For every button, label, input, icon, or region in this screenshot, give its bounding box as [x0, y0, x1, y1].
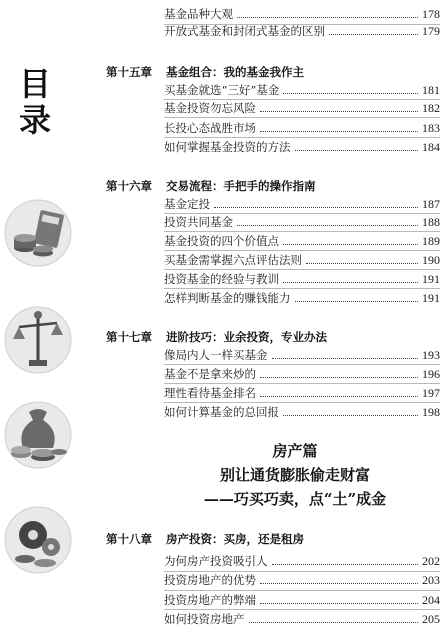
coins-calculator-icon [3, 198, 73, 268]
part-subtitle: 别让通货膨胀偷走财富 [219, 466, 370, 484]
toc-entry-page: 198 [422, 404, 440, 419]
toc-entry-title: 开放式基金和封闭式基金的区别 [164, 24, 325, 38]
toc-entry[interactable] [164, 364, 440, 384]
toc-entry[interactable] [164, 80, 440, 100]
chapter-heading[interactable] [106, 176, 316, 196]
dot-leader [260, 396, 418, 397]
toc-entry-page: 179 [422, 23, 440, 38]
toc-entry-page: 183 [422, 120, 440, 135]
chapter-number: 第十八章 [106, 532, 152, 546]
toc-entry-title: 基金定投 [164, 197, 210, 211]
toc-entry[interactable] [164, 269, 440, 289]
toc-entry-title: 像局内人一样买基金 [164, 348, 268, 362]
toc-entry-title: 投资基金的经验与教训 [164, 272, 279, 286]
toc-heading-char: 录 [18, 101, 51, 139]
toc-entry-title: 长投心态战胜市场 [164, 121, 256, 135]
toc-entry-page: 178 [422, 6, 440, 21]
dot-leader [260, 583, 418, 584]
chapter-title: 房产投资：买房，还是租房 [166, 532, 304, 546]
toc-entry-page: 182 [422, 100, 440, 115]
chapter-title: 交易流程：手把手的操作指南 [166, 179, 316, 193]
dot-leader [260, 377, 418, 378]
toc-entry-title: 投资房地产的弊端 [164, 593, 256, 607]
toc-entry-title: 基金投资勿忘风险 [164, 101, 256, 115]
toc-entry-page: 190 [422, 252, 440, 267]
toc-entry-page: 184 [422, 139, 440, 154]
chapter-title: 进阶技巧：业余投资，专业办法 [166, 330, 327, 344]
chapter-title: 基金组合：我的基金我作主 [166, 65, 304, 79]
toc-entry-page: 188 [422, 214, 440, 229]
dot-leader [249, 622, 419, 623]
dot-leader [283, 93, 418, 94]
toc-entry-title: 如何计算基金的总回报 [164, 405, 279, 419]
scale-figure-icon [3, 305, 73, 375]
toc-entry[interactable] [164, 609, 440, 629]
toc-entry[interactable] [164, 402, 440, 422]
toc-entry-title: 基金不是拿来炒的 [164, 367, 256, 381]
gears-coins-icon [3, 505, 73, 575]
toc-entry[interactable] [164, 212, 440, 232]
chapter-number: 第十五章 [106, 65, 152, 79]
dot-leader [306, 263, 418, 264]
toc-entry[interactable] [164, 590, 440, 610]
toc-entry-title: 为何房产投资吸引人 [164, 554, 268, 568]
chapter-number: 第十六章 [106, 179, 152, 193]
toc-entry-title: 基金投资的四个价值点 [164, 234, 279, 248]
toc-entry-title: 买基金需掌握六点评估法则 [164, 253, 302, 267]
toc-entry-page: 205 [422, 611, 440, 626]
toc-heading-char: 目 [18, 65, 51, 103]
toc-entry-page: 191 [422, 290, 440, 305]
chapter-number: 第十七章 [106, 330, 152, 344]
dot-leader [260, 603, 418, 604]
toc-entry-title: 如何投资房地产 [164, 612, 245, 626]
toc-entry-page: 181 [422, 82, 440, 97]
toc-entry-title: 买基金就选“三好”基金 [164, 83, 280, 97]
toc-entry-title: 理性看待基金排名 [164, 386, 256, 400]
toc-entry-page: 189 [422, 233, 440, 248]
dot-leader [272, 358, 419, 359]
toc-entry[interactable] [164, 21, 440, 41]
toc-entry[interactable] [164, 383, 440, 403]
toc-entry-page: 197 [422, 385, 440, 400]
toc-entry-page: 203 [422, 572, 440, 587]
dot-leader [214, 207, 418, 208]
chapter-heading[interactable] [106, 327, 327, 347]
dot-leader [329, 34, 418, 35]
toc-entry-page: 202 [422, 553, 440, 568]
dot-leader [260, 111, 418, 112]
toc-entry[interactable] [164, 551, 440, 571]
toc-entry-title: 基金品种大观 [164, 7, 233, 21]
toc-entry-title: 投资共同基金 [164, 215, 233, 229]
toc-entry[interactable] [164, 194, 440, 214]
dot-leader [295, 301, 419, 302]
toc-entry-page: 204 [422, 592, 440, 607]
money-bag-coins-icon [3, 400, 73, 470]
toc-entry[interactable] [164, 288, 440, 308]
dot-leader [237, 225, 418, 226]
dot-leader [283, 244, 418, 245]
toc-entry[interactable] [164, 570, 440, 590]
toc-entry-page: 196 [422, 366, 440, 381]
toc-entry-page: 193 [422, 347, 440, 362]
toc-entry-page: 191 [422, 271, 440, 286]
toc-entry[interactable] [164, 250, 440, 270]
toc-entry[interactable] [164, 345, 440, 365]
dot-leader [283, 415, 418, 416]
part-name: 房产篇 [272, 442, 318, 460]
toc-entry[interactable] [164, 231, 440, 251]
dot-leader [295, 150, 419, 151]
chapter-heading[interactable] [106, 62, 304, 82]
dot-leader [272, 564, 419, 565]
toc-entry[interactable] [164, 98, 440, 118]
toc-entry[interactable] [164, 118, 440, 138]
toc-heading [18, 66, 52, 138]
toc-entry[interactable] [164, 137, 440, 157]
toc-entry-title: 如何掌握基金投资的方法 [164, 140, 291, 154]
chapter-heading[interactable] [106, 529, 304, 549]
toc-entry-page: 187 [422, 196, 440, 211]
toc-entry-title: 怎样判断基金的赚钱能力 [164, 291, 291, 305]
dot-leader [260, 131, 418, 132]
part-tagline: ——巧买巧卖，点“土”成金 [203, 490, 387, 508]
dot-leader [283, 282, 418, 283]
toc-entry-title: 投资房地产的优势 [164, 573, 256, 587]
dot-leader [237, 17, 418, 18]
